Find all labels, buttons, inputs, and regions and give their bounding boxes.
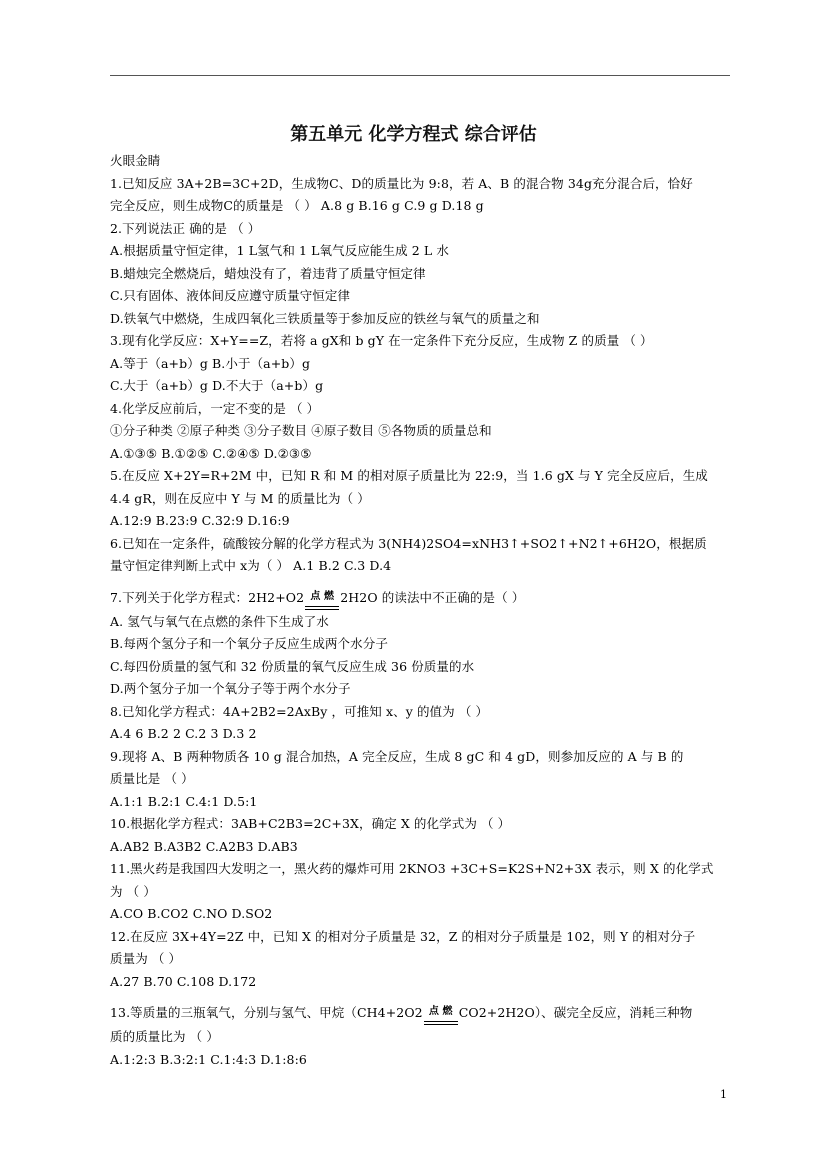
page-number: 1 — [720, 1088, 727, 1101]
header-rule — [110, 75, 730, 76]
reaction-condition: 点 燃 — [428, 1006, 453, 1017]
text-line: 11.黑火药是我国四大发明之一，黑火药的爆炸可用 2KNO3 +3C+S=K2S+N2+3X 表示，则 X 的化学式 — [110, 861, 714, 876]
text-line: A.1:2:3 B.3:2:1 C.1:4:3 D.1:8:6 — [110, 1051, 307, 1067]
text-line: A.AB2 B.A3B2 C.A2B3 D.AB3 — [110, 838, 298, 854]
text-line: A. 氢气与氧气在点燃的条件下生成了水 — [110, 613, 329, 629]
text-line: 质量为 （ ） — [110, 951, 182, 966]
reaction-condition: 点 燃 — [310, 590, 335, 602]
text-line: 为 （ ） — [110, 883, 156, 899]
text-line: A.等于（a+b）g B.小于（a+b）g — [110, 355, 311, 371]
text-line: A.1:1 B.2:1 C.4:1 D.5:1 — [110, 793, 258, 809]
text-line: B.每两个氢分子和一个氧分子反应生成两个水分子 — [110, 636, 388, 651]
text-line: D.两个氢分子加一个氧分子等于两个水分子 — [110, 681, 351, 696]
q7-text-after: 2H2O 的读法中不正确的是（ ） — [340, 589, 525, 605]
text-line: C.大于（a+b）g D.不大于（a+b）g — [110, 378, 324, 393]
text-line: 量守恒定律判断上式中 x为（ ） A.1 B.2 C.3 D.4 — [110, 558, 392, 573]
q13-text-after: CO2+2H2O）、碳完全反应，消耗三种物 — [458, 1005, 693, 1020]
text-line: A.CO B.CO2 C.NO D.SO2 — [110, 906, 273, 921]
text-line: A.12:9 B.23:9 C.32:9 D.16:9 — [110, 513, 290, 528]
equation-bar — [424, 1021, 458, 1022]
q7-text-before: 7.下列关于化学方程式：2H2+O2 — [110, 589, 305, 605]
text-line: A.①③⑤ B.①②⑤ C.②④⑤ D.②③⑤ — [110, 445, 312, 461]
text-line: A.4 6 B.2 2 C.2 3 D.3 2 — [110, 726, 257, 741]
text-line: 4.化学反应前后，一定不变的是 （ ） — [110, 400, 320, 416]
page-title: 第五单元 化学方程式 综合评估 — [290, 124, 537, 145]
text-line: A.27 B.70 C.108 D.172 — [110, 973, 257, 989]
text-line: 2.下列说法正 确的是 （ ） — [110, 220, 261, 236]
text-line: 4.4 gR，则在反应中 Y 与 M 的质量比为（ ） — [110, 490, 370, 506]
text-line: D.铁氧气中燃烧，生成四氧化三铁质量等于参加反应的铁丝与氧气的质量之和 — [110, 310, 540, 326]
section-label: 火眼金睛 — [110, 153, 161, 168]
text-line: 6.已知在一定条件，硫酸铵分解的化学方程式为 3(NH4)2SO4=xNH3↑+SO2↑+N2↑+6H2O，根据质 — [110, 535, 707, 551]
text-line: C.只有固体、液体间反应遵守质量守恒定律 — [110, 288, 351, 303]
q13-text-before: 13.等质量的三瓶氧气，分别与氢气、甲烷（CH4+2O2 — [110, 1005, 423, 1020]
question-7-line — [110, 578, 735, 611]
text-line: 3.现有化学反应：X+Y==Z，若将 a gX和 b gY 在一定条件下充分反应，生成物 Z 的质量 （ ） — [110, 333, 653, 348]
text-line: 1.已知反应 3A+2B=3C+2D，生成物C、D的质量比为 9:8，若 A、B 的混合物 34g充分混合后，恰好 — [110, 175, 693, 191]
equation-bar — [305, 609, 339, 610]
equation-bar — [424, 1024, 458, 1025]
text-line: 质量比是 （ ） — [110, 771, 194, 786]
text-line: 5.在反应 X+2Y=R+2M 中，已知 R 和 M 的相对原子质量比为 22:9，当 1.6 gX 与 Y 完全反应后，生成 — [110, 468, 708, 483]
text-line: C.每四份质量的氢气和 32 份质量的氧气反应生成 36 份质量的水 — [110, 658, 475, 674]
text-line: 8.已知化学方程式：4A+2B2=2AxBy ，可推知 x、y 的值为 （ ） — [110, 703, 489, 719]
document-body — [110, 150, 735, 1071]
text-line: 12.在反应 3X+4Y=2Z 中，已知 X 的相对分子质量是 32，Z 的相对分子质量是 102，则 Y 的相对分子 — [110, 928, 696, 944]
text-line: ①分子种类 ②原子种类 ③分子数目 ④原子数目 ⑤各物质的质量总和 — [110, 423, 492, 438]
question-13-line — [110, 993, 735, 1026]
text-line: 完全反应，则生成物C的质量是 （ ） A.8 g B.16 g C.9 g D.18 g — [110, 198, 484, 213]
equation-bar — [305, 606, 339, 607]
text-line: 9.现将 A、B 两种物质各 10 g 混合加热，A 完全反应，生成 8 gC 和 4 gD，则参加反应的 A 与 B 的 — [110, 748, 684, 764]
text-line: 质的质量比为 （ ） — [110, 1029, 219, 1044]
text-line: 10.根据化学方程式：3AB+C2B3=2C+3X，确定 X 的化学式为 （ ） — [110, 816, 511, 831]
text-line: B.蜡烛完全燃烧后，蜡烛没有了，着违背了质量守恒定律 — [110, 265, 426, 281]
text-line: A.根据质量守恒定律，1 L氢气和 1 L氧气反应能生成 2 L 水 — [110, 243, 450, 258]
